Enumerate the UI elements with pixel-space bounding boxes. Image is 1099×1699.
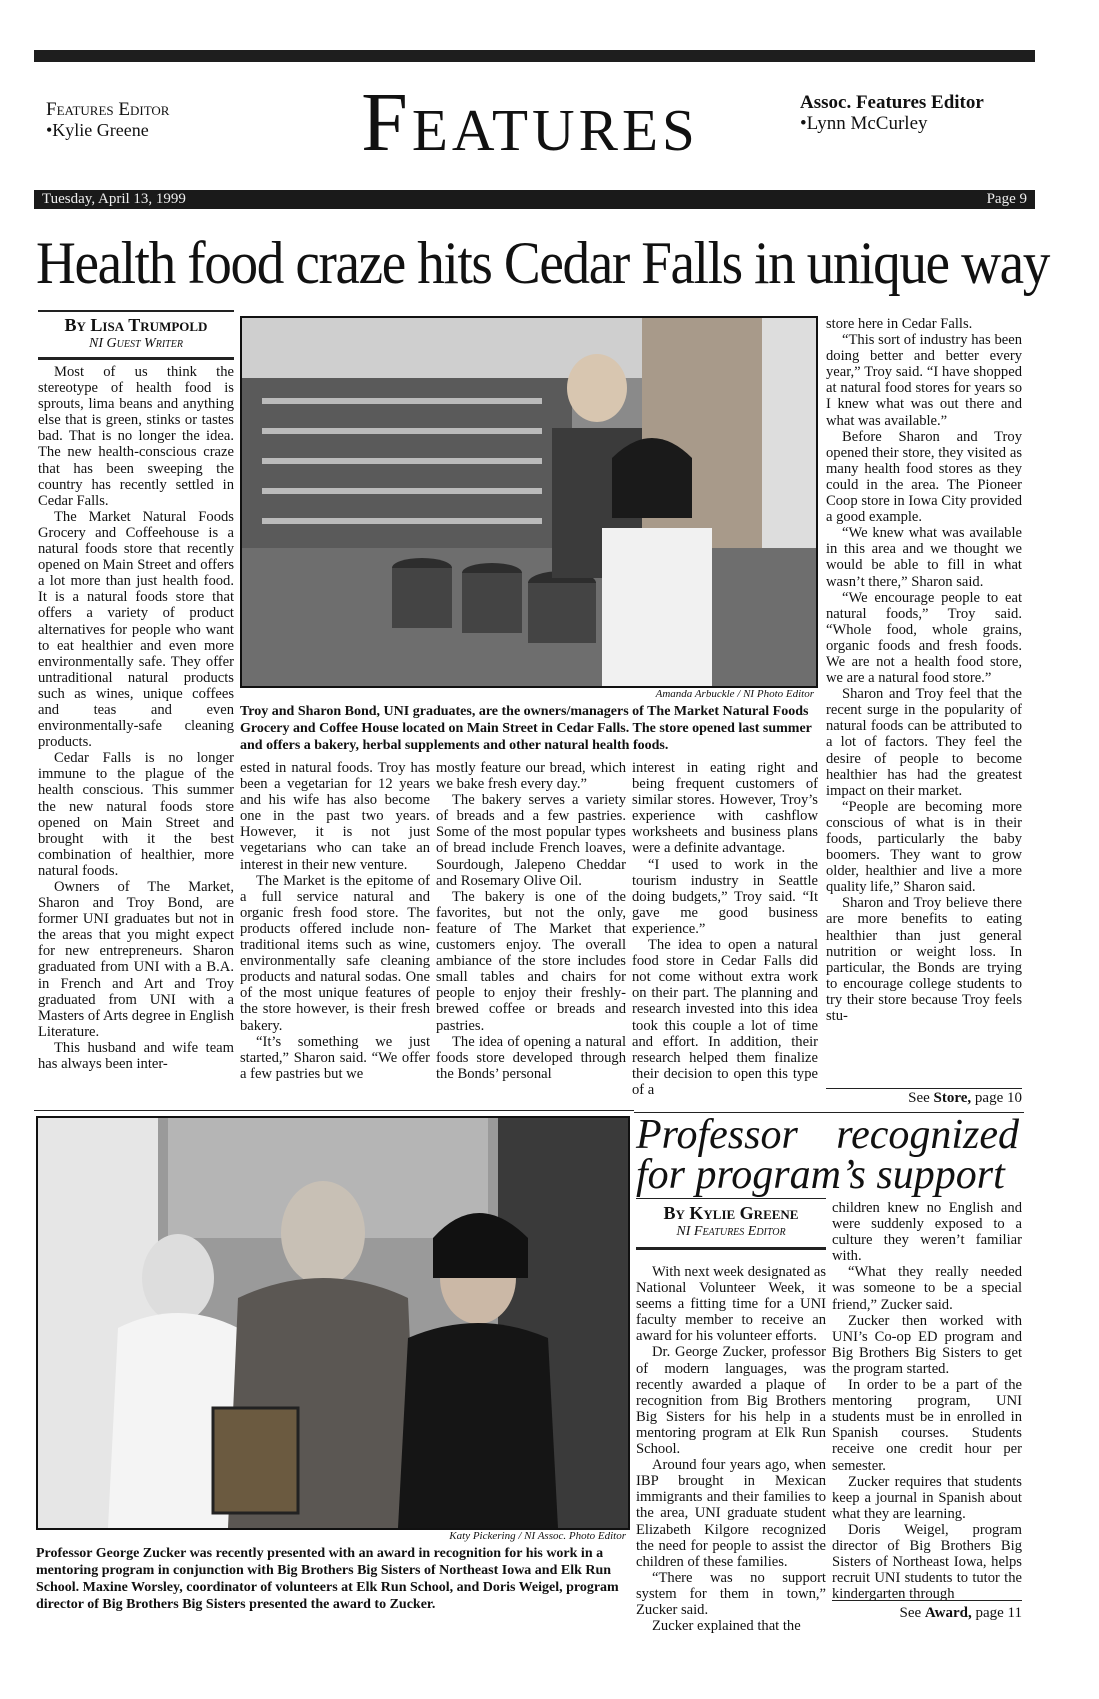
story2-column-1 (636, 1264, 826, 1634)
award-photo-image (38, 1118, 628, 1528)
paragraph: The idea to open a natural food store in Cedar Falls did not come without extra work on their part. The planning and research invested into this idea took this couple a lot of time and effort. In addition, their research helped them finalize their decision to open this type of a (632, 937, 818, 1098)
jump-prefix: See (899, 1605, 925, 1621)
paragraph: “We encourage people to eat natural foods,” Troy said. “Whole food, whole grains, organic foods and fresh foods. We are not a health food store, we are a natural food store.” (826, 589, 1022, 687)
story2-byline-block (636, 1198, 826, 1250)
date-bar (34, 190, 1035, 209)
story2-column-2 (832, 1200, 1022, 1602)
story2-cutline: Professor George Zucker was recently presented with an award in recognition for his work in a mentoring program in conjunction with Big Brothers Big Sisters of Northeast Iowa and Elk Run School. Maxine Worsley, coordinator of volunteers at Elk Run School, and Doris Weigel, program director of Big Brothers Big Sisters presented the award to Zucker. (36, 1546, 619, 1612)
story1-author-role: NI Guest Writer (89, 336, 183, 351)
paragraph: mostly feature our bread, which we bake fresh every day.” (436, 760, 626, 793)
paragraph: The Market Natural Foods Grocery and Coffeehouse is a natural foods store that recently opened on Main Street and offers a lot more than just health food. It is a natural foods store that offers a variety of product alternatives for people who want to eat healthier and even more environmentally safe. They offer untraditional natural products such as wines, unique coffees and teas and even environmentally-safe cleaning products. (38, 508, 234, 751)
paragraph: children knew no English and were suddenly exposed to a culture they weren’t familiar with. (832, 1200, 1022, 1265)
features-editor-label: Features Editor (46, 99, 170, 120)
paragraph: Zucker explained that the (652, 1618, 801, 1635)
jump-rule (832, 1600, 1022, 1601)
masthead-top-bar (34, 50, 1035, 62)
story1-photo (240, 316, 818, 688)
story1-photo-credit: Amanda Arbuckle / NI Photo Editor (655, 688, 814, 700)
paragraph: Sharon and Troy feel that the recent surge in the popularity of natural foods can be attributed to a lot of factors. They feel the desire of people to become healthier has had the greatest impact on their market. (826, 686, 1022, 799)
issue-date: Tuesday, April 13, 1999 (42, 191, 186, 207)
jump-page: page 10 (971, 1090, 1022, 1106)
jump-rule (826, 1088, 1022, 1089)
story-divider (34, 1110, 634, 1111)
story2-headline (636, 1112, 1026, 1198)
story2-photo (36, 1116, 630, 1530)
story1-column-4 (632, 760, 818, 1098)
story2-byline (636, 1199, 826, 1247)
byline-rule-bottom (636, 1247, 826, 1250)
paragraph: “This sort of industry has been doing better and better every year,” Troy said. “I have shopped at natural food stores for years so I knew what was out there and what was available.” (826, 332, 1022, 429)
paragraph: “What they really needed was someone to be a special friend,” Zucker said. (832, 1264, 1022, 1313)
jump-prefix: See (908, 1090, 934, 1106)
paragraph: “We knew what was available in this area and we thought we would be able to fill in what wasn’t there,” Sharon said. (826, 525, 1022, 590)
paragraph: interest in eating right and being frequent customers of similar stores. However, Troy’s experience with cashflow worksheets and business plans were a definite advantage. (632, 760, 818, 857)
story1-column-2 (240, 760, 430, 1082)
story1-cutline: Troy and Sharon Bond, UNI graduates, are the owners/managers of The Market Natural Foods Grocery and Coffee House located on Main Street in Cedar Falls. The store opened last summer and offers a bakery, herbal supplements and other natural health foods. (240, 704, 812, 753)
paragraph: Zucker requires that students keep a journal in Spanish about what they are learning. (832, 1473, 1022, 1522)
paragraph: Owners of The Market, Sharon and Troy Bond, are former UNI graduates but not in the areas that you might expect for new entrepreneurs. Sharon graduated from UNI with a B.A. in French and Art and Troy graduated from UNI with a Masters of Arts degree in English Literature. (38, 879, 234, 1040)
jump-page: page 11 (971, 1605, 1022, 1621)
page-number: Page 9 (986, 191, 1027, 207)
paragraph: ested in natural foods. Troy has been a vegetarian for 12 years and his wife has also become one in the past two years. However, it is not just vegetarians who can take an interest in their new venture. (240, 760, 430, 873)
paragraph: Doris Weigel, program director of Big Brothers Big Sisters of Northeast Iowa, helps recruit UNI students to tutor the kindergarten through (832, 1521, 1022, 1603)
section-title-text: Features (361, 76, 699, 169)
story2-author-role: NI Features Editor (676, 1224, 786, 1239)
assoc-editor-label: Assoc. Features Editor (800, 92, 984, 113)
paragraph: Most of us think the stereotype of health food is sprouts, lima beans and anything else that is green, stinks or tastes bad. That is no longer the idea. The new health-conscious craze that has been sweeping the country has recently settled in Cedar Falls. (38, 364, 234, 509)
story2-author: By Kylie Greene (663, 1203, 799, 1223)
section-title (270, 78, 790, 168)
paragraph: The Market is the epitome of a full service natural and organic fresh food store. The products offered include non-traditional items such as wine, environmentally safe cleaning products and natural sodas. One of the most unique features of the store however, is their fresh bakery. (240, 872, 430, 1034)
paragraph: Zucker then worked with UNI’s Co-op ED program and Big Brothers Big Sisters to get the program started. (832, 1312, 1022, 1377)
paragraph: Around four years ago, when IBP brought in Mexican immigrants and their families to the area, UNI graduate student Elizabeth Kilgore recognized the need for people to assist the children of these families. (636, 1457, 826, 1570)
story1-jump-line[interactable] (826, 1090, 1022, 1107)
story2-jump-line[interactable] (832, 1605, 1022, 1622)
paragraph: Cedar Falls is no longer immune to the plague of the health conscious. This summer the new natural foods store opened on Main Street and brought with it the best combination of healthier, more natural foods. (38, 750, 234, 879)
features-editor-name: •Kylie Greene (46, 120, 149, 140)
paragraph: With next week designated as National Volunteer Week, it seems a fitting time for a UNI faculty member to receive an award for his volunteer efforts. (636, 1264, 826, 1345)
story1-headline: Health food craze hits Cedar Falls in unique way (36, 230, 1049, 296)
paragraph: store here in Cedar Falls. (826, 316, 973, 332)
story1-column-3 (436, 760, 626, 1082)
story1-author: By Lisa Trumpold (64, 315, 208, 335)
paragraph: The bakery serves a variety of breads and a few pastries. Some of the most popular types of bread include French loaves, Sourdough, Jalepeno Cheddar and Rosemary Olive Oil. (436, 792, 626, 889)
paragraph: “There was no support system for them in town,” Zucker said. (636, 1569, 826, 1618)
paragraph: This husband and wife team has always been inter- (38, 1039, 234, 1073)
paragraph: The idea of opening a natural foods store developed through the Bonds’ personal (436, 1033, 626, 1082)
paragraph: The bakery is one of the favorites, but not the only, feature of The Market that customers enjoy. The overall ambiance of the store includes small tables and chairs for people to enjoy their freshly-brewed coffee or breads and pastries. (436, 888, 626, 1034)
story1-byline-block (38, 310, 234, 360)
paragraph: “People are becoming more conscious of what is in their foods, particularly the baby boomers. They want to grow older, healthier and live a more quality life,” Sharon said. (826, 798, 1022, 896)
jump-keyword: Award, (924, 1605, 972, 1621)
paragraph: In order to be a part of the mentoring program, UNI students must be in enrolled in Spanish courses. Students receive one credit hour per semester. (832, 1377, 1022, 1474)
byline-rule-bottom (38, 357, 234, 360)
paragraph: Dr. George Zucker, professor of modern languages, was recently awarded a plaque of recognition from Big Brothers Big Sisters for his help in a mentoring program at Elk Run School. (636, 1344, 826, 1458)
store-photo-image (242, 318, 816, 686)
paragraph: Before Sharon and Troy opened their store, they visited as many health food stores as they could in the area. The Pioneer Coop store in Iowa City provided a good example. (826, 428, 1022, 526)
story1-column-1 (38, 364, 234, 1072)
assoc-editor-credit (800, 92, 984, 134)
paragraph: “It’s something we just started,” Sharon said. “We offer a few pastries but we (240, 1033, 430, 1082)
story1-byline (38, 312, 234, 357)
story2-headline-line2: for program’s support (636, 1152, 1005, 1198)
story1-column-5 (826, 316, 1022, 1024)
assoc-editor-name: •Lynn McCurley (800, 113, 928, 134)
paragraph: Sharon and Troy believe there are more benefits to eating healthier than just general nutrition or weight loss. In particular, the Bonds are trying to encourage college students to try their store because Troy feels stu- (826, 895, 1022, 1025)
story2-headline-line1: Professor recognized (636, 1112, 1020, 1158)
jump-keyword: Store, (933, 1090, 972, 1106)
story2-photo-credit: Katy Pickering / NI Assoc. Photo Editor (449, 1530, 626, 1542)
paragraph: “I used to work in the tourism industry in Seattle doing budgets,” Troy said. “It gave me good business experience.” (632, 856, 818, 937)
features-editor-credit (46, 100, 169, 140)
